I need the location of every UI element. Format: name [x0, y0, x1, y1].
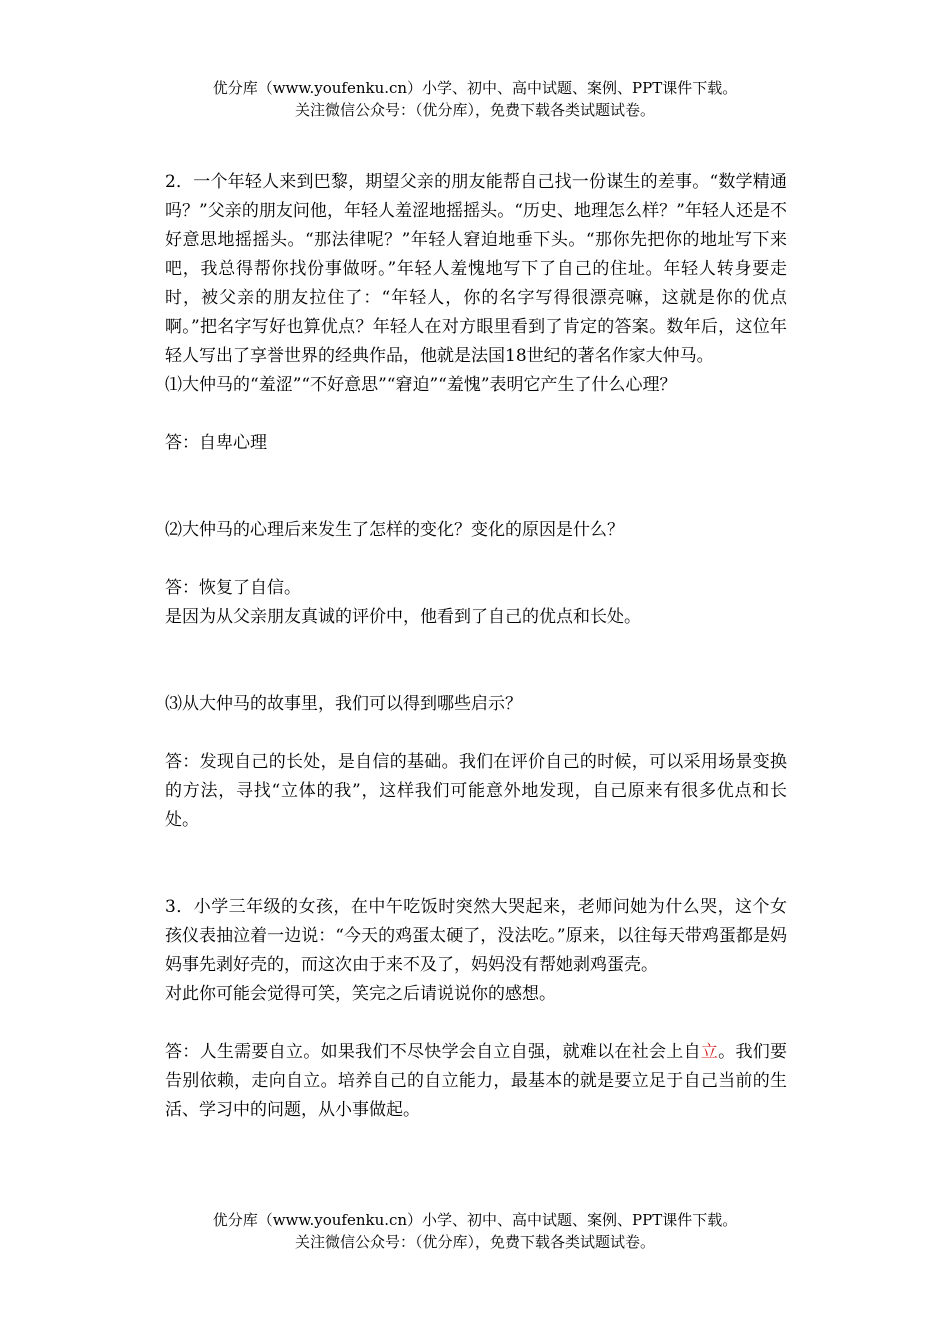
spacer	[165, 835, 787, 893]
q2-sub2-answer-line-1: 答：恢复了自信。	[165, 578, 301, 598]
q2-sub3-question: ⑶从大仲马的故事里，我们可以得到哪些启示？	[165, 694, 522, 714]
q2-sub2-answer-line-2: 是因为从父亲朋友真诚的评价中，他看到了自己的优点和长处。	[165, 607, 641, 627]
page-header	[0, 77, 950, 121]
q3-answer	[165, 1038, 787, 1125]
q3-passage: 3．小学三年级的女孩，在中午吃饭时突然大哭起来，老师问她为什么哭，这个女孩仪表抽泣着一边说：“今天的鸡蛋太硬了，没法吃。”原来，以往每天带鸡蛋都是妈妈事先剥好壳的，而这次由于来不及了，妈妈没有帮她剥鸡蛋壳。	[165, 897, 787, 975]
q3-answer-highlight: 立	[700, 1042, 719, 1062]
q3-answer-part-2: 。我们要告别依赖，走向自立。培养自己的自立能力，最基本的就是要立足于自己当前的生活、学习中的问题，从小事做起。	[165, 1042, 788, 1120]
header-line-1: 优分库（www.youfenku.cn）小学、初中、高中试题、案例、PPT课件下载。	[212, 79, 738, 97]
spacer	[165, 1009, 787, 1038]
q2-sub1-answer: 答：自卑心理	[165, 433, 267, 453]
page-footer	[0, 1209, 950, 1253]
spacer	[165, 400, 787, 429]
q3-answer-part-1: 答：人生需要自立。如果我们不尽快学会自立自强，就难以在社会上自	[165, 1042, 701, 1062]
footer-line-1: 优分库（www.youfenku.cn）小学、初中、高中试题、案例、PPT课件下载。	[212, 1211, 738, 1229]
q2-sub1-question: ⑴大仲马的“羞涩”“不好意思”“窘迫”“羞愧”表明它产生了什么心理？	[165, 375, 677, 395]
spacer	[165, 545, 787, 574]
footer-line-2: 关注微信公众号：（优分库），免费下载各类试题试卷。	[294, 1233, 655, 1251]
header-line-2: 关注微信公众号：（优分库），免费下载各类试题试卷。	[294, 101, 655, 119]
spacer	[165, 632, 787, 690]
q3-prompt: 对此你可能会觉得可笑，笑完之后请说说你的感想。	[165, 984, 556, 1004]
q2-sub2-question: ⑵大仲马的心理后来发生了怎样的变化？变化的原因是什么？	[165, 520, 624, 540]
document-body	[165, 168, 787, 1125]
spacer	[165, 458, 787, 516]
q2-sub3-answer: 答：发现自己的长处，是自信的基础。我们在评价自己的时候，可以采用场景变换的方法，寻找“立体的我”，这样我们可能意外地发现，自己原来有很多优点和长处。	[165, 752, 787, 830]
q2-passage: 2．一个年轻人来到巴黎，期望父亲的朋友能帮自己找一份谋生的差事。“数学精通吗？”父亲的朋友问他，年轻人羞涩地摇摇头。“历史、地理怎么样？”年轻人还是不好意思地摇摇头。“那法律呢？”年轻人窘迫地垂下头。“那你先把你的地址写下来吧，我总得帮你找份事做呀。”年轻人羞愧地写下了自己的住址。年轻人转身要走时，被父亲的朋友拉住了：“年轻人，你的名字写得很漂亮嘛，这就是你的优点啊。”把名字写好也算优点？年轻人在对方眼里看到了肯定的答案。数年后，这位年轻人写出了享誉世界的经典作品，他就是法国18世纪的著名作家大仲马。	[165, 172, 787, 366]
spacer	[165, 719, 787, 748]
